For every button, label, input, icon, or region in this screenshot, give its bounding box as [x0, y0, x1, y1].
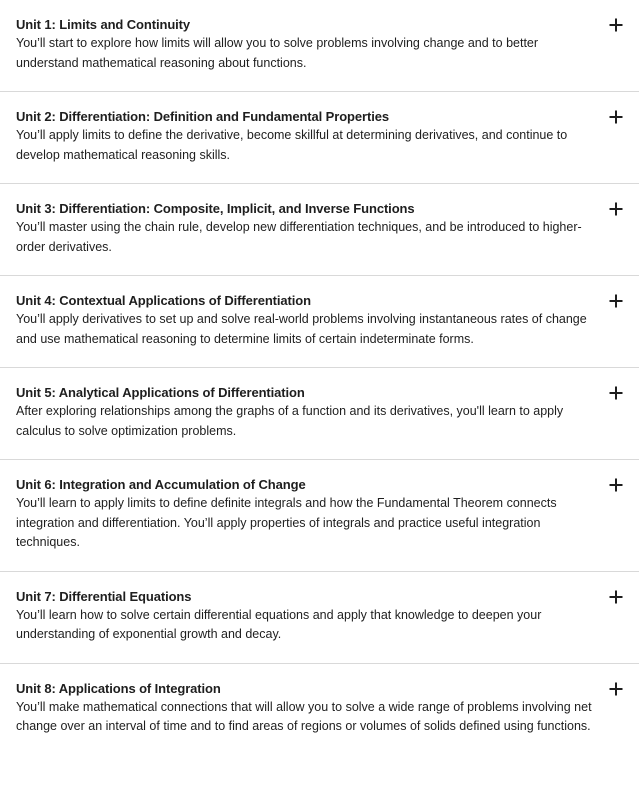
unit-title: Unit 4: Contextual Applications of Differentiation: [16, 293, 311, 308]
plus-icon[interactable]: [608, 293, 624, 309]
plus-icon[interactable]: [608, 109, 624, 125]
unit-title: Unit 6: Integration and Accumulation of Change: [16, 477, 306, 492]
accordion-item-unit-4[interactable]: [0, 276, 639, 368]
plus-icon[interactable]: [608, 589, 624, 605]
unit-description: You’ll apply derivatives to set up and solve real-world problems involving instantaneous rates of change and use mathematical reasoning to determine limits of certain indeterminate forms.: [16, 312, 587, 346]
plus-icon[interactable]: [608, 17, 624, 33]
plus-icon[interactable]: [608, 385, 624, 401]
accordion-item-unit-3[interactable]: [0, 184, 639, 276]
unit-description: You’ll learn how to solve certain differential equations and apply that knowledge to deepen your understanding of exponential growth and decay.: [16, 607, 542, 641]
unit-description: You’ll master using the chain rule, develop new differentiation techniques, and be introduced to higher-order derivatives.: [16, 220, 582, 254]
unit-description: You’ll start to explore how limits will allow you to solve problems involving change and to better understand mathematical reasoning about functions.: [16, 36, 539, 70]
accordion-item-unit-8[interactable]: [0, 664, 639, 755]
unit-description: After exploring relationships among the graphs of a function and its derivatives, you'll learn to apply calculus to solve optimization problems.: [16, 404, 564, 438]
unit-title: Unit 2: Differentiation: Definition and Fundamental Properties: [16, 109, 389, 124]
accordion-item-unit-1[interactable]: [0, 0, 639, 92]
accordion-item-unit-7[interactable]: [0, 572, 639, 664]
unit-description: You’ll learn to apply limits to define definite integrals and how the Fundamental Theorem connects integration and differentiation. You’ll apply properties of integrals and practice useful integration techniques.: [16, 496, 557, 549]
unit-title: Unit 7: Differential Equations: [16, 588, 192, 604]
unit-title: Unit 3: Differentiation: Composite, Implicit, and Inverse Functions: [16, 201, 415, 216]
accordion-item-unit-6[interactable]: [0, 460, 639, 572]
plus-icon[interactable]: [608, 201, 624, 217]
unit-title: Unit 5: Analytical Applications of Differentiation: [16, 385, 305, 400]
unit-description: You’ll apply limits to define the derivative, become skillful at determining derivatives, and continue to develop mathematical reasoning skills.: [16, 128, 568, 162]
unit-title: Unit 1: Limits and Continuity: [16, 17, 191, 32]
accordion-item-unit-2[interactable]: [0, 92, 639, 184]
unit-description: You’ll make mathematical connections that will allow you to solve a wide range of problems involving net change over an interval of time and to find areas of regions or volumes of solids defined using functions.: [16, 699, 592, 733]
plus-icon[interactable]: [608, 681, 624, 697]
accordion-item-unit-5[interactable]: [0, 368, 639, 460]
plus-icon[interactable]: [608, 477, 624, 493]
unit-title: Unit 8: Applications of Integration: [16, 680, 221, 696]
